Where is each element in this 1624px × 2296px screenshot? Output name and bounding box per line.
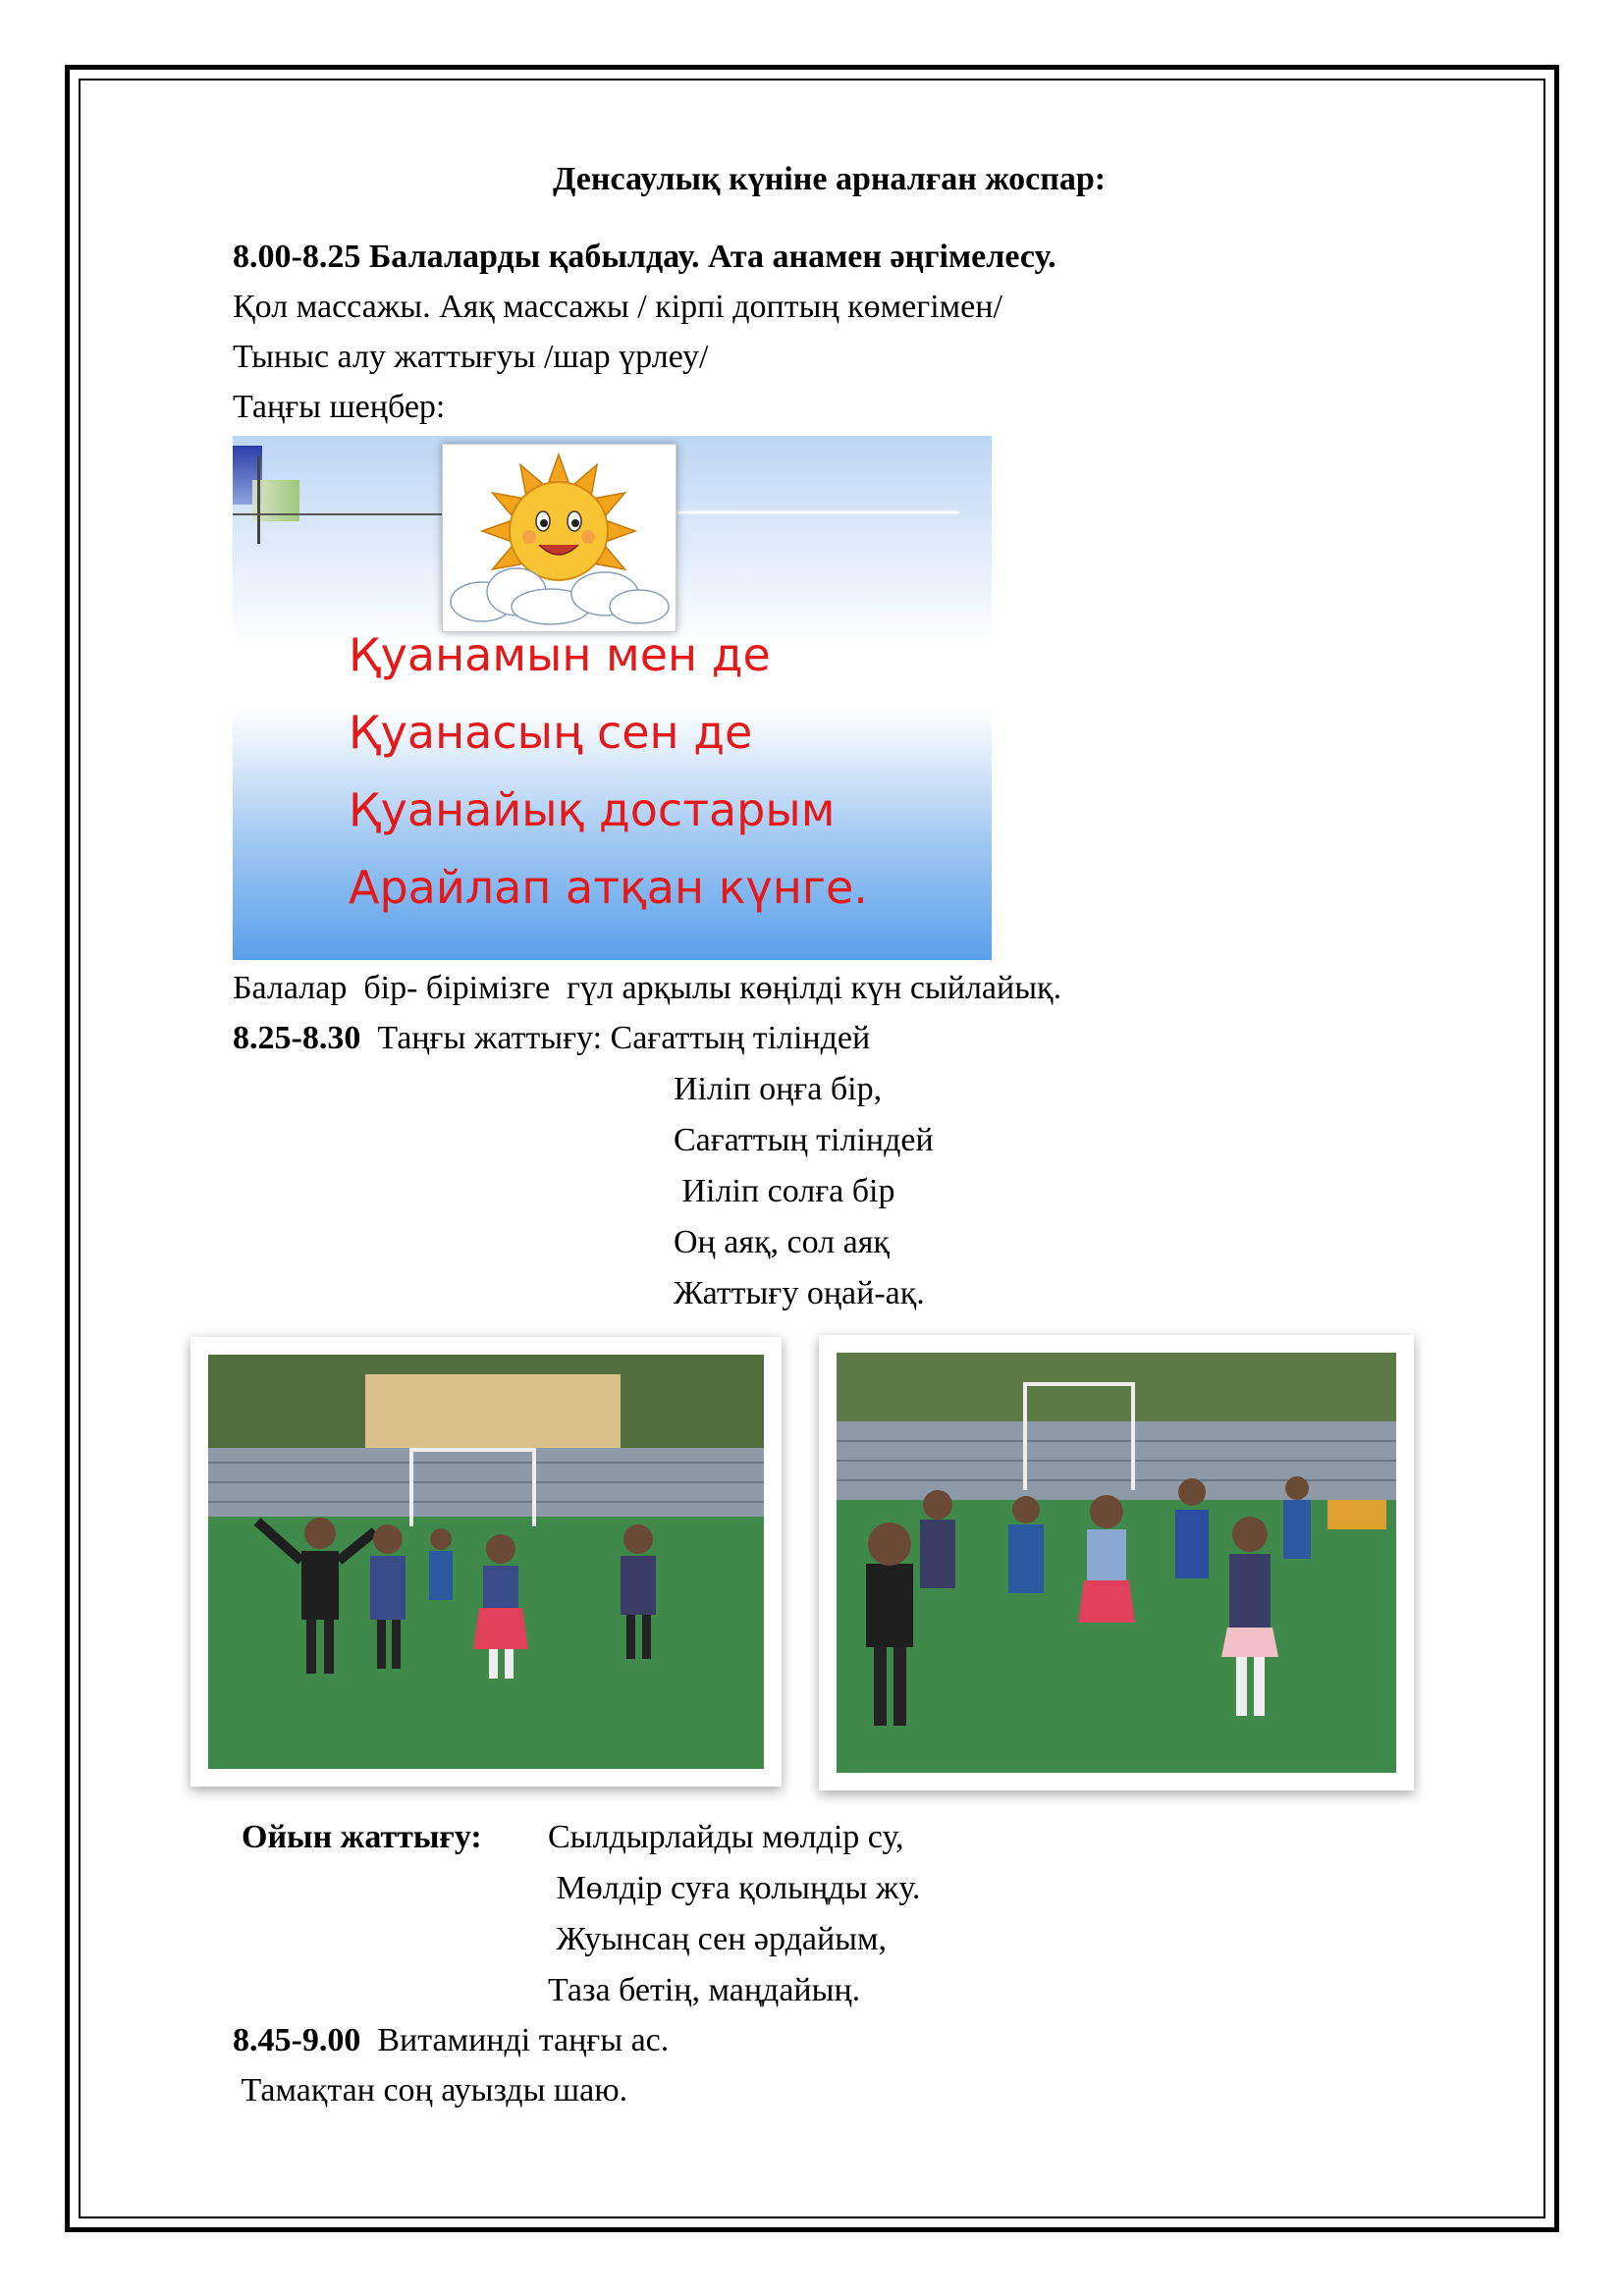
document-title: Денсаулық күніне арналған жоспар:: [553, 161, 1107, 197]
section1-line-2: Тыныс алу жаттығуы /шар үрлеу/: [233, 339, 709, 375]
section3-poem-2: Мөлдір суға қолыңды жу.: [548, 1870, 921, 1906]
after-slide-text: Балалар бір- бірімізге гүл арқылы көңілді күн сыйлайық.: [233, 970, 1062, 1006]
section2-poem-3: Иіліп солға бір: [674, 1173, 895, 1209]
section4-after: Тамақтан соң ауызды шаю.: [233, 2072, 628, 2109]
children-exercising-illustration: [208, 1355, 764, 1769]
section2-poem-1: Иіліп оңға бір,: [674, 1071, 883, 1107]
section3-poem-4: Таза бетің, маңдайың.: [548, 1972, 861, 2008]
slide-text-line-1: Қуанамын мен де: [349, 628, 771, 681]
morning-circle-slide: [233, 436, 992, 960]
section4-text: Витаминді таңғы ас.: [360, 2022, 670, 2058]
section2-label: Таңғы жаттығу: Сағаттың тіліндей: [360, 1020, 871, 1056]
children-exercising-illustration: [837, 1353, 1396, 1773]
section3-label: Ойын жаттығу:: [242, 1819, 482, 1855]
photo-1-image: [208, 1355, 764, 1769]
section3-poem-1: Сылдырлайды мөлдір су,: [548, 1819, 904, 1855]
sun-picture: [442, 444, 677, 632]
section1-line-3: Таңғы шеңбер:: [233, 389, 446, 425]
slide-text-line-2: Қуанасың сен де: [349, 706, 753, 759]
slide-decor-line: [675, 511, 959, 513]
photo-2-image: [837, 1353, 1396, 1773]
section4-time: 8.45-9.00: [233, 2022, 361, 2058]
exercise-photo-2: [819, 1335, 1414, 1790]
sun-icon: [443, 445, 676, 631]
section2-line: [233, 1019, 870, 1058]
slide-decor-line: [257, 455, 260, 544]
slide-decor-line: [233, 513, 449, 515]
section2-poem-4: Оң аяқ, сол аяқ: [674, 1224, 890, 1260]
slide-text-line-4: Арайлап атқан күнге.: [349, 861, 868, 914]
section3-line: [242, 1818, 482, 1857]
section4-line: [233, 2021, 669, 2060]
slide-text-line-3: Қуанайық достарым: [349, 783, 836, 836]
section2-poem-5: Жаттығу оңай-ақ.: [674, 1275, 925, 1311]
section1-line-1: Қол массажы. Аяқ массажы / кірпі доптың көмегімен/: [233, 289, 1002, 325]
section3-poem-3: Жуынсаң сен әрдайым,: [548, 1921, 888, 1957]
section2-poem-2: Сағаттың тіліндей: [674, 1122, 934, 1158]
exercise-photo-1: [190, 1337, 782, 1787]
section1-heading: 8.00-8.25 Балаларды қабылдау. Ата анамен әңгімелесу.: [233, 239, 1056, 275]
section2-time: 8.25-8.30: [233, 1020, 361, 1056]
